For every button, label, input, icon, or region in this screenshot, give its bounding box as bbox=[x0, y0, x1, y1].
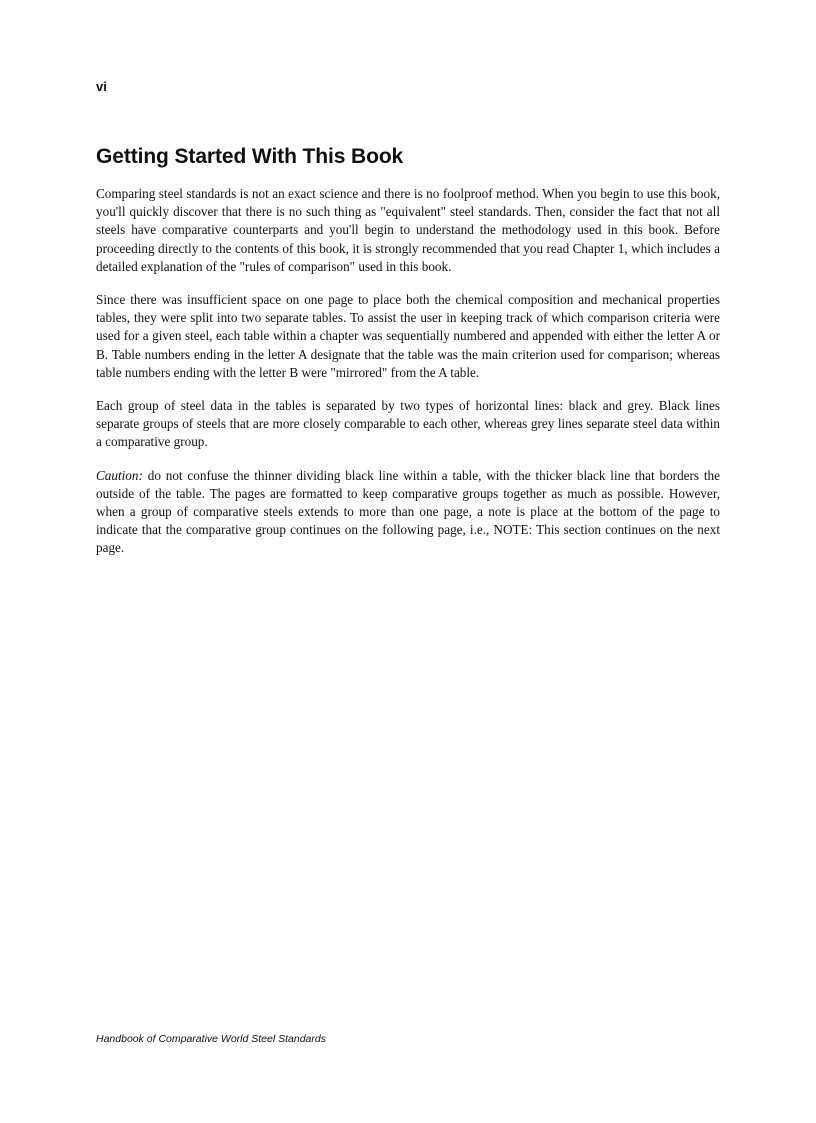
caution-label: Caution: bbox=[96, 467, 143, 483]
caution-text: do not confuse the thinner dividing black line within a table, with the thicker black line that borders the outside of the table. The pages are formatted to keep comparative groups together as much as possible. However, when a group of comparative steels extends to more than one page, a note is place at the bottom of the page to indicate that the comparative group continues on the following page, i.e., NOTE: This section continues on the next page. bbox=[96, 467, 720, 556]
paragraph-lines: Each group of steel data in the tables is separated by two types of horizontal lines: black and grey. Black lines separate groups of steels that are more closely comparable to each other, whereas grey lines separate steel data within a comparative group. bbox=[96, 398, 720, 450]
body-text bbox=[96, 185, 720, 558]
page-number: vi bbox=[96, 79, 107, 94]
paragraph-caution bbox=[96, 467, 720, 558]
paragraph-intro: Comparing steel standards is not an exact science and there is no foolproof method. When you begin to use this book, you'll quickly discover that there is no such thing as "equivalent" steel standards. Then, consider the fact that not all steels have comparative counterparts and you'll begin to understand the methodology used in this book. Before proceeding directly to the contents of this book, it is strongly recommended that you read Chapter 1, which includes a detailed explanation of the "rules of comparison" used in this book. bbox=[96, 186, 720, 274]
section-title: Getting Started With This Book bbox=[96, 145, 404, 168]
paragraph-tables: Since there was insufficient space on one page to place both the chemical composition and mechanical properties tables, they were split into two separate tables. To assist the user in keeping track of which comparison criteria were used for a given steel, each table within a chapter was sequentially numbered and appended with either the letter A or B. Table numbers ending in the letter A designate that the table was the main criterion used for comparison; whereas table numbers ending with the letter B were "mirrored" from the A table. bbox=[96, 292, 720, 380]
footer-book-title: Handbook of Comparative World Steel Standards bbox=[96, 1033, 326, 1045]
